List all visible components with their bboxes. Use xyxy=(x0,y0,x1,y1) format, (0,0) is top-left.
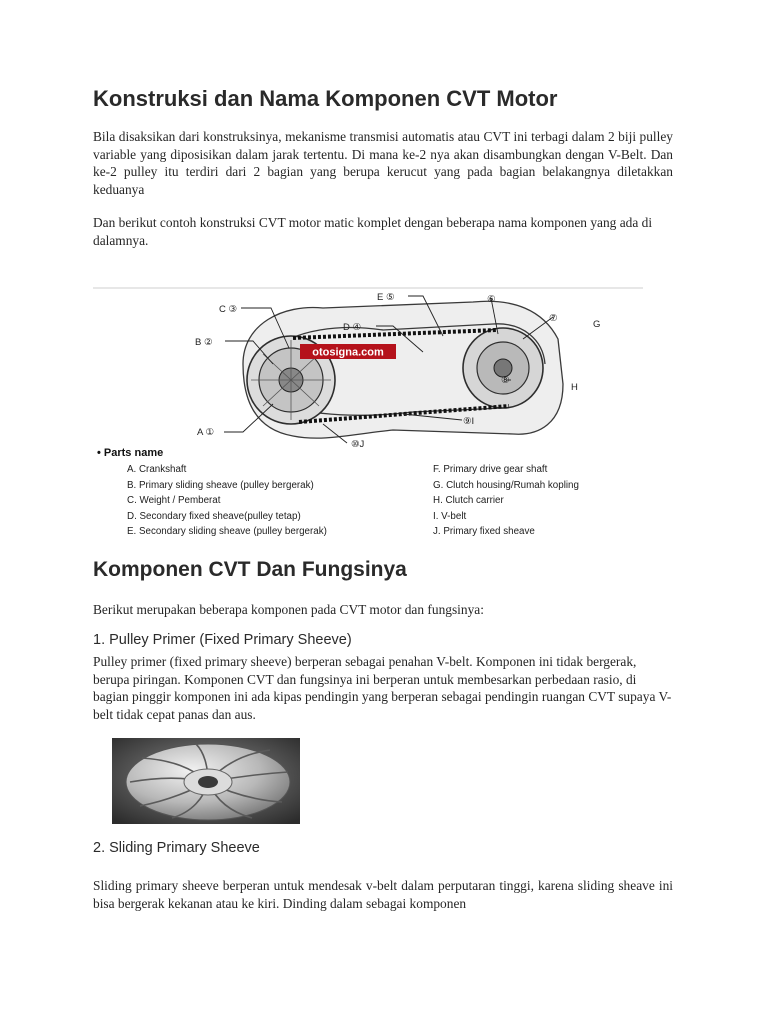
part-d: D. Secondary fixed sheave(pulley tetap) xyxy=(127,511,301,522)
label-d: D ④ xyxy=(343,322,362,333)
item1-text: Pulley primer (fixed primary sheeve) berperan sebagai penahan V-belt. Komponen ini tidak bergerak, berupa piringan. Komponen CVT dan fungsinya ini berperan untuk membesarkan perbedaan rasio, di bagian pinggir komponen ini ada kipas pendingin yang berperan sebagai pendingin ruangan CVT supaya V-belt tidak cepat panas dan aus. xyxy=(93,654,672,722)
section2-intro: Berikut merupakan beberapa komponen pada CVT motor dan fungsinya: xyxy=(93,602,484,617)
parts-heading: • Parts name xyxy=(97,447,164,459)
intro-paragraph: Bila disaksikan dari konstruksinya, mekanisme transmisi automatis atau CVT ini terbagi dalam 2 biji pulley variable yang diposisikan dalam jarak tertentu. Di mana ke-2 nya akan disambungkan dengan V-Belt. Dan ke-2 pulley itu terdiri dari 2 bagian yang berupa kerucut yang pada bagian belakangnya diletakkan keduanya xyxy=(93,129,673,197)
part-b: B. Primary sliding sheave (pulley bergerak) xyxy=(127,480,314,491)
label-h: H xyxy=(571,382,578,393)
part-j: J. Primary fixed sheave xyxy=(433,526,535,537)
label-e: E ⑤ xyxy=(377,292,395,303)
label-a: A ① xyxy=(197,427,214,438)
part-a: A. Crankshaft xyxy=(127,464,187,475)
cvt-construction-diagram xyxy=(93,284,643,546)
label-i: ⑨I xyxy=(463,416,475,427)
page-title: Konstruksi dan Nama Komponen CVT Motor xyxy=(93,86,558,111)
label-c: C ③ xyxy=(219,304,238,315)
pulley-primer-photo xyxy=(112,738,300,824)
item2-title: 2. Sliding Primary Sheeve xyxy=(93,840,260,856)
part-g: G. Clutch housing/Rumah kopling xyxy=(433,480,579,491)
secondary-pulley-drawing xyxy=(463,328,543,408)
part-c: C. Weight / Pemberat xyxy=(127,495,221,506)
label-j: ⑩J xyxy=(351,439,365,450)
watermark-badge xyxy=(300,344,396,359)
label-f: ⑥ xyxy=(487,294,496,305)
part-h: H. Clutch carrier xyxy=(433,495,504,506)
diagram-watermark: otosigna.com xyxy=(312,346,384,359)
part-e: E. Secondary sliding sheave (pulley bergerak) xyxy=(127,526,327,537)
part-i: I. V-belt xyxy=(433,511,467,522)
example-paragraph: Dan berikut contoh konstruksi CVT motor matic komplet dengan beberapa nama komponen yang ada di dalamnya. xyxy=(93,215,653,248)
label-g: G xyxy=(593,319,601,330)
item1-title: 1. Pulley Primer (Fixed Primary Sheeve) xyxy=(93,632,352,648)
label-8: ⑧ xyxy=(501,375,510,386)
label-b: B ② xyxy=(195,337,213,348)
section2-title: Komponen CVT Dan Fungsinya xyxy=(93,558,407,581)
item2-text: Sliding primary sheeve berperan untuk mendesak v-belt dalam perputaran tinggi, karena sliding sheave ini bisa bergerak kekanan atau ke kiri. Dinding dalam sebagai komponen xyxy=(93,878,673,911)
label-7: ⑦ xyxy=(549,313,558,324)
part-f: F. Primary drive gear shaft xyxy=(433,464,548,475)
